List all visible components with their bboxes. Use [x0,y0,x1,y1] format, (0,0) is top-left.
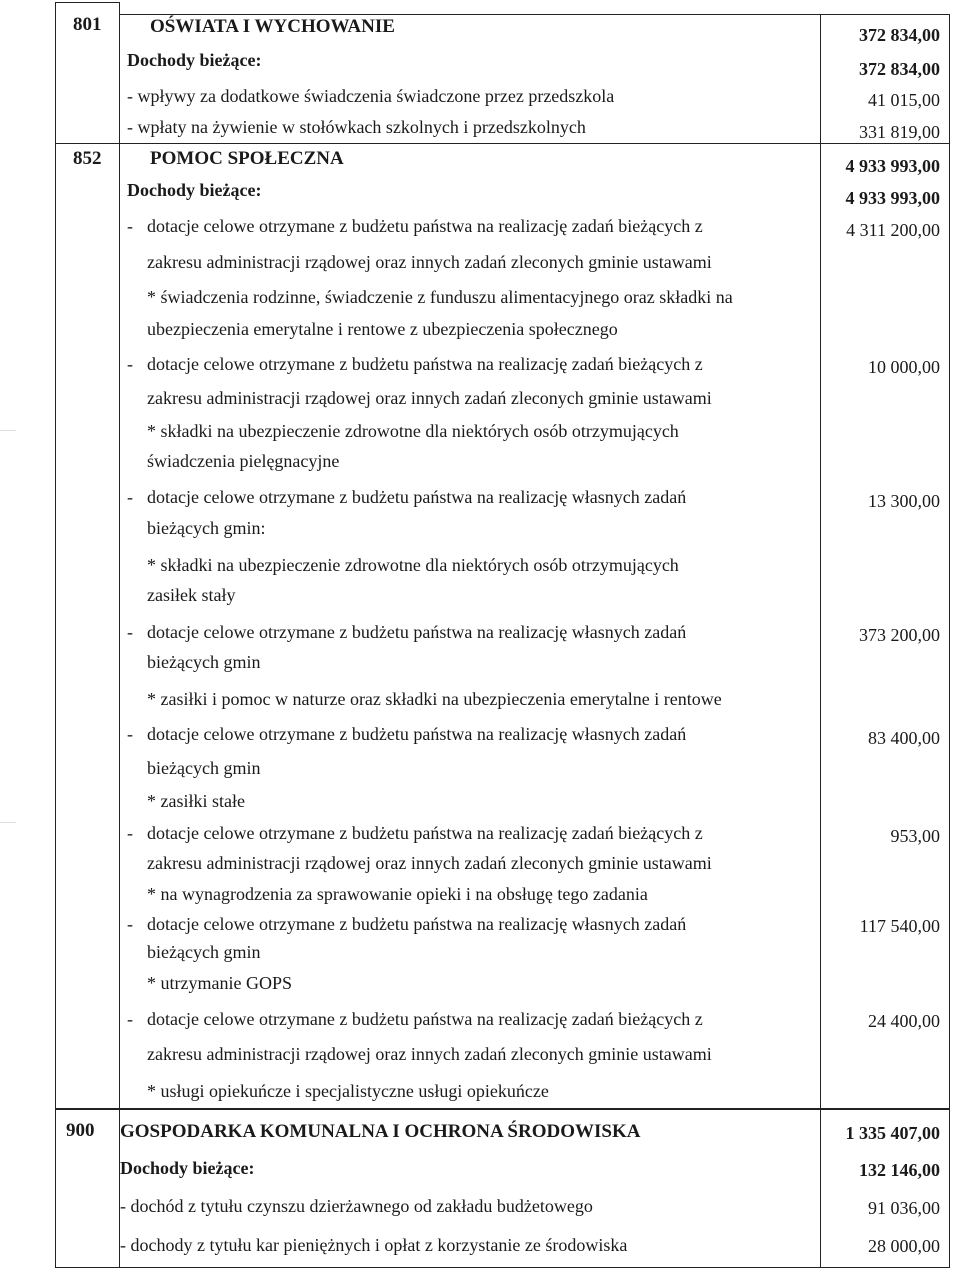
section-total: 372 834,00 [859,25,940,45]
item-amount: 117 540,00 [859,916,940,936]
section-title: POMOC SPOŁECZNA [150,148,344,169]
subheading: Dochody bieżące: [127,50,262,70]
item-line: zakresu administracji rządowej oraz innych zadań zleconych gminie ustawami [147,853,712,873]
item-line: zakresu administracji rządowej oraz innych zadań zleconych gminie ustawami [147,1044,712,1064]
item-line: zasiłek stały [147,585,236,605]
item-line: * składki na ubezpieczenie zdrowotne dla niektórych osób otrzymujących [147,555,679,575]
subtotal: 132 146,00 [859,1160,940,1180]
item-amount: 13 300,00 [868,491,940,511]
item-line: - dochód z tytułu czynszu dzierżawnego od zakładu budżetowego [120,1196,593,1216]
item-line: - wpływy za dodatkowe świadczenia świadczone przez przedszkola [127,86,615,106]
item-dash: - [127,914,133,934]
item-line: świadczenia pielęgnacyjne [147,451,340,471]
table-border-top-right [120,14,949,15]
item-dash: - [127,216,133,236]
table-border-amount-col [820,14,821,1268]
item-line: * zasiłki i pomoc w naturze oraz składki na ubezpieczenia emerytalne i rentowe [147,689,722,709]
table-border-right [949,14,950,1268]
item-line: - wpłaty na żywienie w stołówkach szkolnych i przedszkolnych [127,117,586,137]
item-amount: 373 200,00 [859,625,940,645]
item-line: dotacje celowe otrzymane z budżetu państwa na realizację zadań bieżących z [147,216,703,236]
scan-mark [0,430,16,431]
item-line: dotacje celowe otrzymane z budżetu państwa na realizację własnych zadań [147,622,687,642]
section-code: 801 [73,14,102,35]
section-code: 900 [66,1120,95,1141]
item-line: bieżących gmin [147,758,261,778]
item-line: zakresu administracji rządowej oraz innych zadań zleconych gminie ustawami [147,388,712,408]
item-amount: 24 400,00 [868,1011,940,1031]
item-line: dotacje celowe otrzymane z budżetu państwa na realizację własnych zadań [147,724,687,744]
item-line: * utrzymanie GOPS [147,973,292,993]
item-line: bieżących gmin [147,942,261,962]
item-amount: 28 000,00 [868,1236,940,1256]
table-border-bottom [55,1267,949,1268]
item-amount: 91 036,00 [868,1198,940,1218]
item-dash: - [127,724,133,744]
table-border-left [55,2,56,1268]
item-dash: - [127,823,133,843]
subheading: Dochody bieżące: [120,1158,255,1178]
item-line: dotacje celowe otrzymane z budżetu państwa na realizację zadań bieżących z [147,823,703,843]
item-line: - dochody z tytułu kar pieniężnych i opłat z korzystanie ze środowiska [120,1235,628,1255]
item-line: * usługi opiekuńcze i specjalistyczne usługi opiekuńcze [147,1081,549,1101]
item-line: zakresu administracji rządowej oraz innych zadań zleconych gminie ustawami [147,252,712,272]
item-dash: - [127,1009,133,1029]
section-code: 852 [73,148,102,169]
item-line: dotacje celowe otrzymane z budżetu państwa na realizację własnych zadań [147,487,687,507]
item-line: bieżących gmin [147,652,261,672]
row-divider-900 [55,1108,949,1110]
item-amount: 953,00 [890,826,940,846]
item-line: dotacje celowe otrzymane z budżetu państwa na realizację zadań bieżących z [147,1009,703,1029]
item-line: * zasiłki stałe [147,791,245,811]
item-line: * na wynagrodzenia za sprawowanie opieki i na obsługę tego zadania [147,884,648,904]
scan-mark [0,822,16,823]
item-dash: - [127,487,133,507]
item-amount: 4 311 200,00 [846,220,940,240]
item-amount: 10 000,00 [868,357,940,377]
item-dash: - [127,354,133,374]
table-border-top [55,2,119,3]
item-line: * składki na ubezpieczenie zdrowotne dla niektórych osób otrzymujących [147,421,679,441]
item-line: * świadczenia rodzinne, świadczenie z funduszu alimentacyjnego oraz składki na [147,287,733,307]
section-title: OŚWIATA I WYCHOWANIE [150,16,395,37]
item-amount: 83 400,00 [868,728,940,748]
subtotal: 372 834,00 [859,59,940,79]
section-total: 4 933 993,00 [845,156,940,176]
item-line: bieżących gmin: [147,518,266,538]
subheading: Dochody bieżące: [127,180,262,200]
item-amount: 41 015,00 [868,90,940,110]
item-line: ubezpieczenia emerytalne i rentowe z ubezpieczenia społecznego [147,319,618,339]
subtotal: 4 933 993,00 [845,188,940,208]
item-dash: - [127,622,133,642]
section-title: GOSPODARKA KOMUNALNA I OCHRONA ŚRODOWISKA [120,1121,641,1142]
table-border-code-col [119,2,120,1268]
row-divider-852 [55,143,949,144]
item-amount: 331 819,00 [859,122,940,142]
section-total: 1 335 407,00 [845,1123,940,1143]
item-line: dotacje celowe otrzymane z budżetu państwa na realizację zadań bieżących z [147,354,703,374]
item-line: dotacje celowe otrzymane z budżetu państwa na realizację własnych zadań [147,914,687,934]
